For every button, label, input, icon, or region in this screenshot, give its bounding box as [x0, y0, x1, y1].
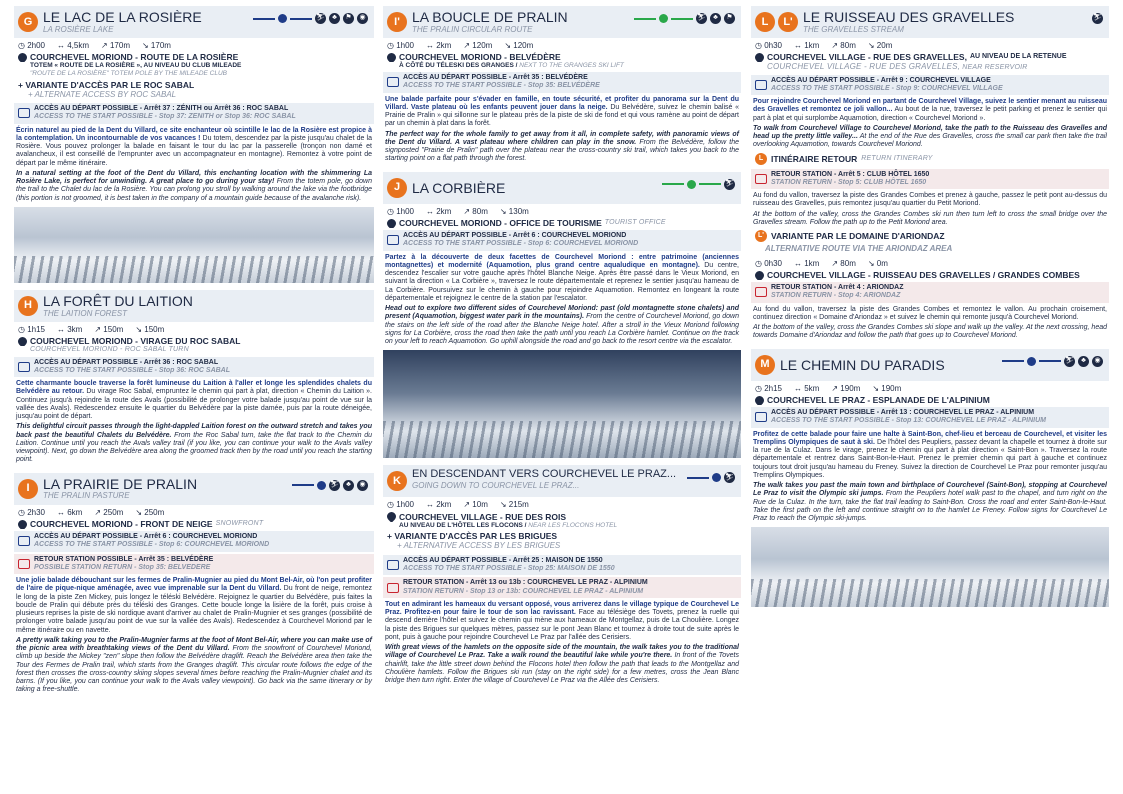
- section-header: [14, 6, 374, 38]
- description-en: This delightful circuit passes through the light-dappled Laition forest on the outward stretch and takes you back past the beautiful Chalets du Belvédère. From the Roc Sabal turn, take the flat track to the Chemin du Laition. Continue until you reach the Avals valley trail (if you like, you can continue your walk to the Avals valley viewpoint). Next, go down the Belvédère area along the groomed track then by the road until you reach the starting point.: [16, 423, 372, 464]
- route-stats: ◷ 2h30 ↔ 6km ↗ 250m ↘ 250m: [18, 507, 165, 517]
- route-title: LE LAC DE LA ROSIÈRE: [43, 9, 202, 25]
- route-badge: L: [755, 12, 775, 32]
- route-title: LA FORÊT DU LAITION: [43, 292, 193, 309]
- variant-title: L' VARIANTE PAR LE DOMAINE D'ARIONDAZ: [751, 228, 1109, 244]
- bus-icon: [387, 77, 399, 87]
- bus-access: ACCÈS AU DÉPART POSSIBLE - Arrêt 36 : ROC SABAL ACCESS TO THE START POSSIBLE - Stop 36: ROC SABAL: [14, 357, 374, 378]
- route-subtitle: GOING DOWN TO COURCHEVEL LE PRAZ...: [412, 480, 580, 490]
- route-badge: I': [387, 12, 407, 32]
- village-photo: [383, 350, 741, 458]
- walker-icon: ⛷: [696, 13, 707, 24]
- bus-icon: [755, 174, 767, 184]
- viewpoint-icon: ◉: [357, 480, 368, 491]
- bus-icon: [755, 412, 767, 422]
- section-j: [383, 172, 741, 459]
- walker-icon: ⛷: [315, 13, 326, 24]
- route-title: LA BOUCLE DE PRALIN: [412, 9, 568, 25]
- start-sub: TOTEM « ROUTE DE LA ROSIÈRE », AU NIVEAU DU CLUB MILEADE: [30, 62, 242, 70]
- description-en: The walk takes you past the main town and birthplace of Courchevel (Saint-Bon), stopping at Courchevel Le Praz to visit the Olympic ski jumps. From the Peupliers hotel walk past to the chapel, and turn right on the Rue de la Culaz. In the turn, take the flat trail leading to Saint-Bon. Cross the road and enter Saint-Bon-le-Haut. Take the first path on the left and continue straight on to the hamlet Le Freney. Follow signs for Courchevel Le Praz to reach the Olympic ski-jumps.: [753, 482, 1108, 523]
- route-stats: ◷ 1h00 ↔ 2km ↗ 120m ↘ 120m: [387, 41, 534, 50]
- bus-icon: [755, 80, 767, 90]
- difficulty-icons: [687, 472, 735, 483]
- picnic-icon: ♣: [1078, 356, 1089, 367]
- difficulty-dot-icon: [659, 14, 668, 23]
- start-point: COURCHEVEL VILLAGE - RUE DES GRAVELLES, AU NIVEAU DE LA RETENUE: [751, 52, 1109, 62]
- section-header: [383, 465, 741, 497]
- route-badge: L': [755, 230, 767, 242]
- location-pin-icon: [16, 336, 29, 346]
- route-badge: L: [755, 153, 767, 165]
- description-fr: Une jolie balade débouchant sur les fermes de Pralin-Mugnier au pied du Mont Bel-Air, où l'on peut profiter de l'aire de pique-nique aménagée, avec vue imprenable sur la Dent du Villard. Du front de neige, remontez le long de la piste Zen Mickey, puis longez le téléski Belvédère. Rejoignez le quartier du Belvédère, puis faites la boucle de Pralin qui débute près du téléski des Granges. Cette boucle longe la lisière de la forêt, puis croise à plusieurs reprises la piste de ski nordique avant d'arriver au chalet de Pralin-Mugnier et ses granges (possibilité de prolonger votre balade jusqu'au point de vue sur la vallée des Avals). Redescendez à Courchevel Moriond par le même itinéraire ou en navette.: [16, 577, 373, 634]
- section-header: [383, 6, 741, 38]
- bus-access: ACCÈS AU DÉPART POSSIBLE - Arrêt 13 : COURCHEVEL LE PRAZ - ALPINIUM ACCESS TO THE START POSSIBLE - Stop 13: COURCHEVEL LE PRAZ - ALPINIUM: [751, 407, 1109, 428]
- route-stats: ◷ 0h30 ↔ 1km ↗ 80m ↘ 20m: [755, 41, 893, 50]
- section-h: [14, 290, 374, 466]
- route-subtitle: THE GRAVELLES STREAM: [803, 24, 904, 34]
- column-3: [751, 6, 1109, 788]
- start-point-en: COURCHEVEL VILLAGE - RUE DES GRAVELLES, NEAR RESERVOIR: [767, 62, 1028, 72]
- start-sub: À CÔTÉ DU TÉLESKI DES GRANGES / NEXT TO THE GRANGES SKI LIFT: [399, 62, 624, 70]
- picnic-icon: ♣: [329, 13, 340, 24]
- route-title: LE CHEMIN DU PARADIS: [780, 356, 945, 373]
- route-subtitle: THE PRALIN CIRCULAR ROUTE: [412, 24, 533, 34]
- difficulty-dot-icon: [317, 481, 326, 490]
- location-pin-icon: [385, 218, 398, 228]
- sled-icon: ⚑: [343, 13, 354, 24]
- description-fr: Cette charmante boucle traverse la forêt lumineuse du Laition à l'aller et longe les splendides chalets du Belvédère au retour. Du virage Roc Sabal, empruntez le chemin qui part à plat, direction « Chemin du Laition ». Continuez jusqu'à rejoindre la route des Avals (possibilité de prolonger votre balade jusqu'au point de vue sur la vallée des Avals). Redescendez ensuite le quartier du Belvédère par la piste damée, puis par la route déneigée, jusqu'au point de départ.: [16, 380, 372, 421]
- picnic-icon: ♣: [710, 13, 721, 24]
- picnic-icon: ♣: [343, 480, 354, 491]
- description-en: To walk from Courchevel Village to Courchevel Moriond, take the path to the Ruisseau des Gravelles and head up the pretty little valley... At the end of the Rue des Gravelles, cross the small car park then take the trail overlooking Aquamotion, towards Courchevel Moriond.: [753, 124, 1107, 149]
- location-pin-icon: [16, 52, 29, 62]
- description-en: The perfect way for the whole family to get away from it all, in complete safety, with panoramic views of the Dent du Villard. A vast plateau where children can play in the snow. From the Belvédère, follow the signposted "Prairie de Pralin" path over the plateau near the cross-country ski trail, which takes you back to the starting point on a flat path through the forest.: [385, 130, 739, 163]
- bus-access: ACCÈS AU DÉPART POSSIBLE - Arrêt 35 : BELVÉDÈRE ACCESS TO THE START POSSIBLE - Stop 35: BELVÉDÈRE: [383, 72, 741, 93]
- route-stats: ◷ 2h15 ↔ 5km ↗ 190m ↘ 190m: [755, 383, 902, 393]
- section-header: [751, 6, 1109, 38]
- description-en: Head out to explore two different sides of Courchevel Moriond: past (old montagnette stone chalets) and present (Aquamotion, biggest water park in the mountains). From the centre of Courchevel Moriond, go down the stairs on the left side of the road after the Blanche Neige hotel. After a stroll in the Vieux Moriond following signs for La Corbière, cross the road then take the path until you reach La Corbière hamlet. Continue on the track on your left to reach Aquamotion. Go uphill alongside the road and go back to the resort centre via the escalator.: [385, 305, 740, 346]
- return-itinerary-title: L ITINÉRAIRE RETOUR RETURN ITINERARY: [751, 151, 1109, 167]
- column-2: [383, 6, 741, 788]
- location-pin-icon: [753, 52, 766, 62]
- route-badge: H: [18, 296, 38, 316]
- bus-icon: [755, 287, 767, 297]
- description-fr: Écrin naturel au pied de la Dent du Villard, ce site enchanteur où scintille le lac de la Rosière est propice à la contemplation. Un incontournable de vos vacances ! Du totem, descendez par la piste jusqu'au chalet de la Rosière. Vous pouvez prolonger la balade en faisant le tour du lac par la passerelle (tronçon non damé et avalancheux, il est conseillé de l'emprunter avec un accompagnateur en montagne). Remontez à votre point de départ par le même itinéraire.: [16, 126, 372, 167]
- variant-description-fr: Au fond du vallon, traversez la piste des Grandes Combes et remontez le vallon. Au prochain croisement, continuez direction « Domaine d'Ariondaz » et suivez le chemin qui remonte jusqu'à Courchevel Moriond.: [753, 305, 1107, 321]
- bus-icon: [18, 108, 30, 118]
- route-badge: I: [18, 479, 38, 499]
- variant-title-en: ALTERNATIVE ROUTE VIA THE ARIONDAZ AREA: [765, 244, 953, 254]
- difficulty-dot-icon: [278, 14, 287, 23]
- bus-access: ACCÈS AU DÉPART POSSIBLE - Arrêt 6 : COURCHEVEL MORIOND ACCESS TO THE START POSSIBLE - Stop 6: COURCHEVEL MORIOND: [383, 230, 741, 251]
- duration: 2h00: [27, 41, 45, 50]
- bus-icon: [18, 362, 30, 372]
- difficulty-icons: [1002, 356, 1103, 367]
- location-pin-icon: [385, 512, 398, 522]
- route-subtitle: THE PRALIN PASTURE: [43, 491, 130, 501]
- location-pin-icon: [753, 270, 766, 280]
- section-header: [751, 349, 1109, 381]
- section-i: [14, 473, 374, 696]
- walker-icon: ⛷: [724, 472, 735, 483]
- route-badge: J: [387, 178, 407, 198]
- section-header: [383, 172, 741, 204]
- route-badge: L': [778, 12, 798, 32]
- route-title: LA CORBIÈRE: [412, 179, 506, 196]
- elevation-up: 170m: [109, 41, 130, 50]
- start-point: COURCHEVEL MORIOND - ROUTE DE LA ROSIÈRE: [14, 52, 374, 62]
- lake-photo: [14, 207, 374, 283]
- start-point: COURCHEVEL MORIOND - OFFICE DE TOURISME TOURIST OFFICE: [383, 218, 741, 228]
- route-title: EN DESCENDANT VERS COURCHEVEL LE PRAZ...: [412, 468, 677, 481]
- description-fr: Pour rejoindre Courchevel Moriond en partant de Courchevel Village, suivez le sentier menant au ruisseau des Gravelles et remontez ce joli vallon... Au bout de la rue, traversez le petit parking et prenez le sentier qui part à plat et qui surplombe Aquamotion, direction « Courchevel Moriond ».: [753, 98, 1107, 122]
- start-point: COURCHEVEL MORIOND - FRONT DE NEIGE SNOWFRONT: [14, 519, 374, 529]
- bus-icon: [18, 536, 30, 546]
- bus-access: ACCÈS AU DÉPART POSSIBLE - Arrêt 9 : COURCHEVEL VILLAGE ACCESS TO THE START POSSIBLE - Stop 9: COURCHEVEL VILLAGE: [751, 75, 1109, 96]
- walker-icon: ⛷: [1092, 13, 1103, 24]
- route-subtitle: THE LAITION FOREST: [43, 308, 128, 318]
- distance: 4,5km: [67, 41, 90, 50]
- bus-icon: [387, 560, 399, 570]
- bus-return: RETOUR STATION - Arrêt 13 ou 13b : COURCHEVEL LE PRAZ - ALPINIUM STATION RETURN - Stop 13 or 13b: COURCHEVEL LE PRAZ - ALPINIUM: [383, 577, 741, 598]
- route-title: LA PRAIRIE DE PRALIN: [43, 475, 198, 492]
- start-sub: AU NIVEAU DE L'HÔTEL LES FLOCONS / NEAR LES FLOCONS HOTEL: [399, 521, 618, 529]
- bus-return: RETOUR STATION POSSIBLE - Arrêt 35 : BELVÉDÈRE POSSIBLE STATION RETURN - Stop 35: BELVEDERE: [14, 554, 374, 575]
- route-badge: G: [18, 12, 38, 32]
- bus-icon: [387, 235, 399, 245]
- difficulty-dot-icon: [1027, 357, 1036, 366]
- start-point: COURCHEVEL VILLAGE - RUE DES ROIS: [383, 512, 741, 522]
- location-pin-icon: [16, 519, 29, 529]
- variant-title: + VARIANTE D'ACCÈS PAR LE ROC SABAL: [18, 79, 195, 90]
- bus-return: RETOUR STATION - Arrêt 4 : ARIONDAZ STATION RETURN - Stop 4: ARIONDAZ: [751, 282, 1109, 303]
- viewpoint-icon: ◉: [1092, 356, 1103, 367]
- bus-access: ACCÈS AU DÉPART POSSIBLE - Arrêt 25 : MAISON DE 1550 ACCESS TO THE START POSSIBLE - Stop 25: MAISON DE 1550: [383, 555, 741, 576]
- start-sub-en: "ROUTE DE LA ROSIÈRE" TOTEM POLE BY THE MILEADE CLUB: [30, 70, 228, 78]
- column-1: [14, 6, 374, 788]
- route-badge: M: [755, 355, 775, 375]
- section-i-prime: [383, 6, 741, 165]
- route-subtitle: LA ROSIÈRE LAKE: [43, 24, 114, 34]
- bus-icon: [387, 583, 399, 593]
- variant-title-en: + ALTERNATIVE ACCESS BY LES BRIGUES: [397, 541, 561, 551]
- start-point: COURCHEVEL MORIOND - VIRAGE DU ROC SABAL: [14, 336, 374, 346]
- walker-icon: ⛷: [1064, 356, 1075, 367]
- section-l: [751, 6, 1109, 342]
- variant-description-en: At the bottom of the valley, cross the Grandes Combes ski slope and walk up the valley. At the next crossing, head towards Domaine d'Ariondaz and follow the path that goes up to Courchevel Moriond.: [753, 324, 1107, 340]
- difficulty-dot-icon: [687, 180, 696, 189]
- route-title: LE RUISSEAU DES GRAVELLES: [803, 9, 1015, 25]
- variant-title-en: + ALTERNATE ACCESS BY ROC SABAL: [28, 89, 177, 99]
- variant-title: + VARIANTE D'ACCÈS PAR LES BRIGUES: [387, 531, 558, 542]
- description-fr: Partez à la découverte de deux facettes de Courchevel Moriond : entre patrimoine (anciennes montagnettes) et modernité (Aquamotion, plus grand centre aqualudique en montagne). Du centre, descendez l'escalier sur votre gauche après l'hôtel Blanche Neige. Après être passé dans le Vieux Moriond, en suivant la direction « La Corbière », traversez le route départementale et reprenez le sentier jusqu'au hameau de La Corbière. Poursuivez sur le chemin à gauche pour rejoindre Aquamotion. Remontez en longeant la route départementale et rejoignez le centre de la station par l'escalator.: [385, 253, 739, 302]
- walker-icon: ⛷: [724, 179, 735, 190]
- section-g: [14, 6, 374, 283]
- ski-jump-photo: [751, 527, 1109, 607]
- return-description-en: At the bottom of the valley, cross the Grandes Combes ski run then turn left to cross the small bridge over the Gravelles stream. Follow the path up to the Petit Moriond area.: [753, 210, 1107, 226]
- description-en: With great views of the hamlets on the opposite side of the mountain, the walk takes you to the traditional village of Courchevel Le Praz. Take a walk round the beautiful lake while you're there. In front of the Tovets chairlift, take the little street down behind the Flocons hotel then follow the path that leads to the Montgellaz and Choulière hamlets. Follow the Brigues ski run (stay on the right side) for a few metres, cross the Jean Blanc bridge then turn right. Enter the village of Courchevel Le Praz via the Allée des Cerisiers.: [385, 644, 739, 685]
- section-header: [14, 290, 374, 322]
- description-en: In a natural setting at the foot of the Dent du Villard, this enchanting location with the shimmering La Rosière Lake, is perfect for unwinding. A great place to go during your stay! From the totem pole, go down the trail to the Chalet du lac de la Rosière. You can prolong you stroll by walking around the lake via the footbridge (this portion is not groomed, it is best taken in the company of a mountain guide because of the avalanche risk).: [16, 169, 372, 202]
- viewpoint-icon: ◉: [357, 13, 368, 24]
- route-stats: ◷ 1h00 ↔ 2km ↗ 80m ↘ 130m: [387, 206, 529, 216]
- description-fr: Profitez de cette balade pour faire une halte à Saint-Bon, chef-lieu et berceau de Courchevel, et visiter les Tremplins Olympiques de saut à ski. De l'hôtel des Peupliers, passez devant la chapelle et tournez à droite sur la rue de la Culaz. Dans le virage, prenez le chemin qui part à plat direction « Saint-Bon ». Traversez la route départementale et rentrez dans Saint-Bon-le-Haut. Prenez le premier chemin qui part à gauche et continuez toujours tout droit jusqu'au hameau du Freney. Suivez la direction de Courchevel Le Praz pour remonter jusqu'au Tremplins Olympiques.: [753, 430, 1107, 479]
- walker-icon: ⛷: [329, 480, 340, 491]
- difficulty-icons: [1092, 13, 1103, 24]
- section-k: [383, 465, 741, 686]
- location-pin-icon: [753, 395, 766, 405]
- description-fr: Tout en admirant les hameaux du versant opposé, vous arriverez dans le village typique de Courchevel Le Praz. Profitez-en pour faire le tour de son lac ravissant. Face au télésiège des Tovets, prenez la ruelle qui descend derrière l'hôtel et suivez le chemin qui mène aux hameaux de Montgellaz, puis de La Choulière. Longez la piste des Brigues sur quelques mètres, passez sur le pont Jean Blanc et tournez à droite tout de suite après le pont, puis à gauche pour rejoindre Courchevel Le Praz par l'allée des Cerisiers.: [385, 600, 739, 641]
- difficulty-icons: [634, 13, 735, 24]
- route-badge: K: [387, 471, 407, 491]
- description-en: A pretty walk taking you to the Pralin-Mugnier farms at the foot of Mont Bel-Air, where you can make use of the picnic area with breathtaking views of the Dent du Villard. From the snowfront of Courchevel Moriond, climb up beside the Mickey "zen" slope then follow the Belvédère draglift. Reach the Belvédère area then take the Tour des Fermes de Pralin trail, which starts from the Granges draglift. This circular route follows the edge of the forest then crosses the cross-country skiing slopes several times before reaching the Pralin-Mugnier chalet and its barns. (If you like, you can continue your walk to the Avals valley viewpoint). Go back via the same itinerary or by taking a free-shuttle.: [16, 636, 372, 694]
- bus-access: ACCÈS AU DÉPART POSSIBLE - Arrêt 37 : ZÉNITH ou Arrêt 36 : ROC SABAL ACCESS TO THE START POSSIBLE - Stop 37: ZENITH or Stop 36: ROC SABAL: [14, 103, 374, 124]
- elevation-down: 170m: [150, 41, 171, 50]
- return-description-fr: Au fond du vallon, traversez la piste des Grandes Combes et prenez à gauche, passez le petit pont au-dessus du ruisseau des Gravelles, puis remontez jusqu'au quartier du Petit Moriond.: [753, 192, 1107, 208]
- section-m: [751, 349, 1109, 608]
- start-point-en: COURCHEVEL MORIOND - ROC SABAL TURN: [30, 346, 189, 354]
- description-fr: Une balade parfaite pour s'évader en famille, en toute sécurité, et profiter du panorama sur la Dent du Villard. Vaste plateau où les enfants peuvent jouer dans la neige. Du Belvédère, suivez le chemin balisé « Prairie de Pralin » qui sillonne sur le plateau près de la piste de ski de fond et qui vous ramène au point de départ par un chemin à plat dans la forêt.: [385, 95, 739, 128]
- bus-icon: [18, 559, 30, 569]
- difficulty-dot-icon: [712, 473, 721, 482]
- difficulty-icons: [662, 179, 735, 190]
- section-header: [14, 473, 374, 505]
- difficulty-icons: [292, 480, 368, 491]
- location-pin-icon: [385, 52, 398, 62]
- route-stats: ◷ 1h00 ↔ 2km ↗ 10m ↘ 215m: [387, 500, 529, 510]
- difficulty-icons: [253, 13, 368, 24]
- bus-return: RETOUR STATION - Arrêt 5 : CLUB HÔTEL 1650 STATION RETURN - Stop 5: CLUB HÔTEL 1650: [751, 169, 1109, 190]
- start-point: COURCHEVEL MORIOND - BELVÉDÈRE: [383, 52, 741, 62]
- route-stats: ◷ 2h00 ↔ 4,5km ↗ 170m ↘ 170m: [18, 41, 171, 50]
- bus-access: ACCÈS AU DÉPART POSSIBLE - Arrêt 6 : COURCHEVEL MORIOND ACCESS TO THE START POSSIBLE - Stop 6: COURCHEVEL MORIOND: [14, 531, 374, 552]
- start-point: COURCHEVEL LE PRAZ - ESPLANADE DE L'ALPINIUM: [751, 395, 1109, 405]
- variant-stats: ◷ 0h30 ↔ 1km ↗ 80m ↘ 0m: [755, 258, 888, 268]
- route-stats: ◷ 1h15 ↔ 3km ↗ 150m ↘ 150m: [18, 324, 165, 334]
- sled-icon: ⚑: [724, 13, 735, 24]
- variant-start: COURCHEVEL VILLAGE - RUISSEAU DES GRAVELLES / GRANDES COMBES: [751, 270, 1109, 280]
